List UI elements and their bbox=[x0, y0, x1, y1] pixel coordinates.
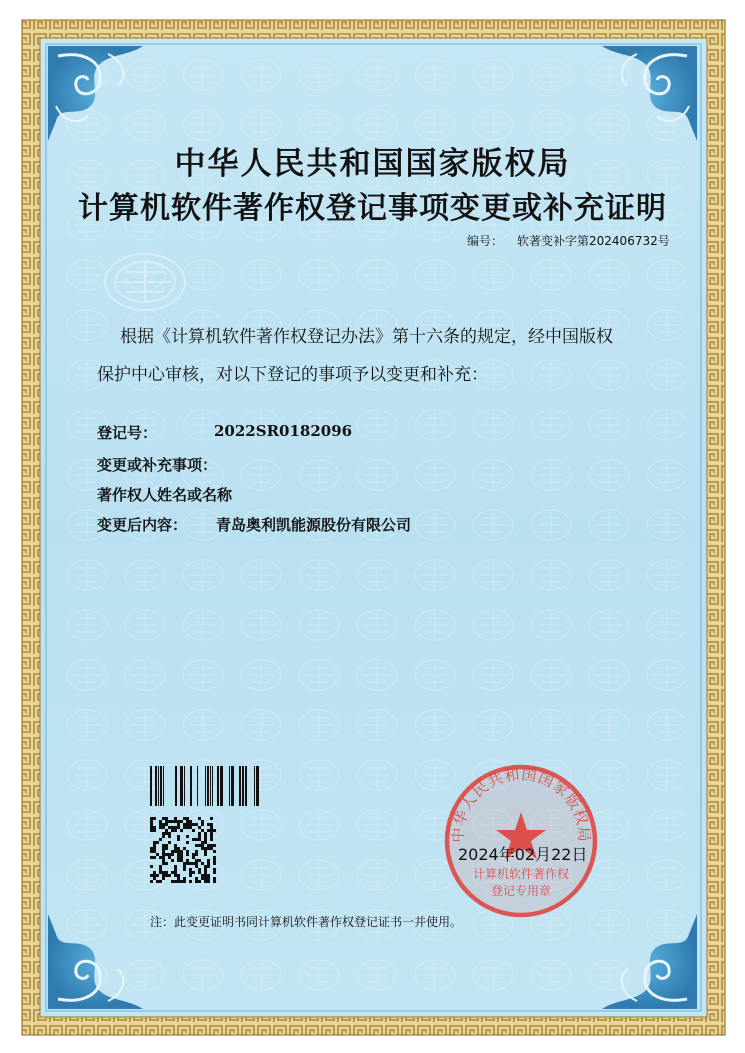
serial-value: 软著变补字第202406732号 bbox=[517, 234, 670, 248]
intro-text-line-2: 保护中心审核，对以下登记的事项予以变更和补充： bbox=[97, 365, 488, 385]
seal-inner-text-1: 计算机软件著作权 bbox=[472, 867, 570, 881]
changed-content-value: 青岛奥利凯能源股份有限公司 bbox=[216, 516, 412, 534]
issuer-title: 中华人民共和国国家版权局 bbox=[174, 146, 571, 182]
registration-number: 2022SR0182096 bbox=[214, 422, 353, 440]
seal-outer-text: 中华人民共和国国家版权局 bbox=[448, 765, 594, 844]
changed-content-label: 变更后内容： bbox=[97, 516, 188, 534]
intro-text-line-1: 根据《计算机软件著作权登记办法》第十六条的规定，经中国版权 bbox=[120, 327, 613, 347]
certificate-title: 计算机软件著作权登记事项变更或补充证明 bbox=[78, 191, 667, 226]
seal-inner-text-2: 登记专用章 bbox=[490, 884, 552, 898]
registration-label: 登记号： bbox=[97, 424, 158, 442]
usage-note: 注：此变更证明书同计算机软件著作权登记证书一并使用。 bbox=[150, 915, 463, 929]
issue-date: 2024年02月22日 bbox=[458, 845, 588, 864]
change-item: 著作权人姓名或名称 bbox=[97, 486, 233, 504]
serial-label: 编号： bbox=[467, 234, 504, 248]
change-items-label: 变更或补充事项： bbox=[97, 456, 218, 474]
serial-number bbox=[467, 232, 684, 249]
